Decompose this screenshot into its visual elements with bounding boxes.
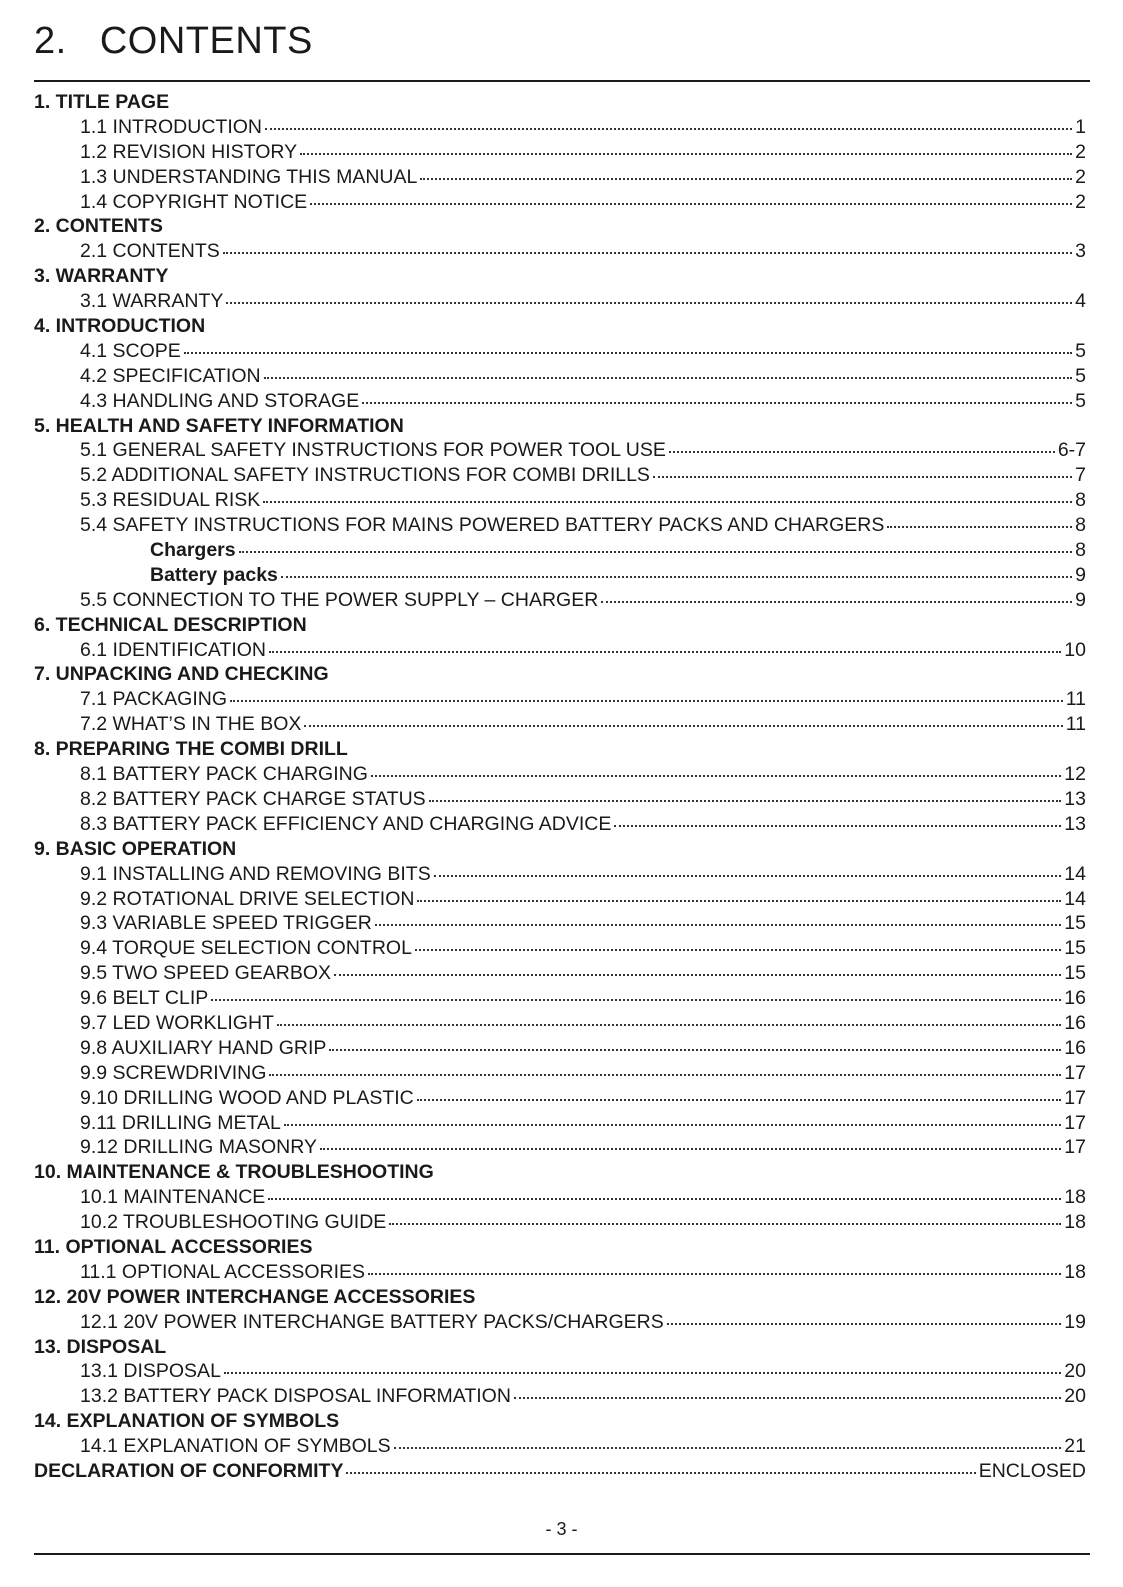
dot-leader bbox=[375, 923, 1061, 926]
dot-leader bbox=[667, 1322, 1062, 1325]
toc-entry-title: 8.2 BATTERY PACK CHARGE STATUS bbox=[80, 787, 426, 810]
dot-leader bbox=[304, 724, 1062, 727]
dot-leader bbox=[226, 301, 1072, 304]
toc-section-heading[interactable] bbox=[34, 1160, 1086, 1185]
toc-section-heading[interactable] bbox=[34, 1459, 1086, 1484]
toc-entry-title: 9.1 INSTALLING AND REMOVING BITS bbox=[80, 862, 431, 885]
toc-entry[interactable] bbox=[34, 339, 1086, 364]
toc-entry[interactable] bbox=[34, 538, 1086, 563]
toc-entry[interactable] bbox=[34, 1086, 1086, 1111]
dot-leader bbox=[269, 650, 1061, 653]
toc-page-number: ENCLOSED bbox=[978, 1459, 1086, 1482]
dot-leader bbox=[334, 973, 1061, 976]
toc-entry[interactable] bbox=[34, 1036, 1086, 1061]
toc-entry-title: 9.9 SCREWDRIVING bbox=[80, 1061, 267, 1084]
toc-entry[interactable] bbox=[34, 1210, 1086, 1235]
toc-entry-title: 4.3 HANDLING AND STORAGE bbox=[80, 389, 360, 412]
dot-leader bbox=[239, 550, 1073, 553]
toc-page-number: 5 bbox=[1075, 389, 1086, 412]
dot-leader bbox=[514, 1396, 1061, 1399]
toc-page-number: 2 bbox=[1075, 190, 1086, 213]
toc-page-number: 12 bbox=[1064, 763, 1086, 786]
dot-leader bbox=[281, 575, 1072, 578]
toc-entry-title: 12.1 20V POWER INTERCHANGE BATTERY PACKS/CHARGERS bbox=[80, 1310, 664, 1333]
toc-page-number: 8 bbox=[1075, 489, 1086, 512]
toc-page-number: 18 bbox=[1064, 1260, 1086, 1283]
dot-leader bbox=[601, 600, 1072, 603]
dot-leader bbox=[268, 1197, 1061, 1200]
dot-leader bbox=[389, 1222, 1061, 1225]
toc-page-number: 15 bbox=[1064, 962, 1086, 985]
toc-entry[interactable] bbox=[34, 911, 1086, 936]
toc-entry-title: 1. TITLE PAGE bbox=[34, 91, 170, 113]
dot-leader bbox=[265, 127, 1072, 130]
toc-entry[interactable] bbox=[34, 687, 1086, 712]
dot-leader bbox=[887, 525, 1072, 528]
toc-entry[interactable] bbox=[34, 961, 1086, 986]
dot-leader bbox=[394, 1446, 1062, 1449]
toc-section-heading[interactable] bbox=[34, 737, 1086, 762]
toc-page-number: 21 bbox=[1064, 1435, 1086, 1458]
toc-entry[interactable] bbox=[34, 239, 1086, 264]
toc-page-number: 20 bbox=[1064, 1360, 1086, 1383]
toc-entry[interactable] bbox=[34, 1185, 1086, 1210]
toc-entry-title: 8.1 BATTERY PACK CHARGING bbox=[80, 763, 368, 786]
dot-leader bbox=[320, 1147, 1061, 1150]
toc-entry[interactable] bbox=[34, 438, 1086, 463]
toc-entry[interactable] bbox=[34, 787, 1086, 812]
dot-leader bbox=[269, 1073, 1061, 1076]
dot-leader bbox=[211, 998, 1061, 1001]
toc-page-number: 13 bbox=[1064, 787, 1086, 810]
toc-section-heading[interactable] bbox=[34, 1285, 1086, 1310]
toc-entry-title: 5. HEALTH AND SAFETY INFORMATION bbox=[34, 414, 404, 437]
dot-leader bbox=[329, 1048, 1061, 1051]
toc-entry-title: 8.3 BATTERY PACK EFFICIENCY AND CHARGING ADVICE bbox=[80, 812, 612, 835]
toc-entry-title: 11.1 OPTIONAL ACCESSORIES bbox=[80, 1260, 366, 1283]
toc-entry-title: 10. MAINTENANCE & TROUBLESHOOTING bbox=[34, 1161, 434, 1184]
toc-entry-title: 7.1 PACKAGING bbox=[80, 688, 228, 711]
page-number: - 3 - bbox=[545, 1519, 578, 1539]
toc-entry[interactable] bbox=[34, 1434, 1086, 1459]
toc-page-number: 2 bbox=[1075, 140, 1086, 163]
toc-page-number: 13 bbox=[1064, 812, 1086, 835]
toc-section-heading[interactable] bbox=[34, 1335, 1086, 1360]
dot-leader bbox=[434, 874, 1062, 877]
toc-entry[interactable] bbox=[34, 165, 1086, 190]
toc-page-number: 9 bbox=[1075, 588, 1086, 611]
toc-section-heading[interactable] bbox=[34, 837, 1086, 862]
toc-page-number: 11 bbox=[1065, 713, 1086, 736]
toc-entry-title: 1.3 UNDERSTANDING THIS MANUAL bbox=[80, 165, 418, 188]
toc-page-number: 14 bbox=[1064, 862, 1086, 885]
toc-entry[interactable] bbox=[34, 588, 1086, 613]
toc-entry[interactable] bbox=[34, 389, 1086, 414]
dot-leader bbox=[415, 948, 1061, 951]
toc-entry-title: 13.1 DISPOSAL bbox=[80, 1360, 221, 1383]
toc-entry-title: 3. WARRANTY bbox=[34, 265, 169, 288]
toc-entry-title: 6. TECHNICAL DESCRIPTION bbox=[34, 613, 307, 636]
top-rule bbox=[34, 80, 1090, 82]
toc-entry[interactable] bbox=[34, 1310, 1086, 1335]
toc-entry-title: 9.8 AUXILIARY HAND GRIP bbox=[80, 1036, 327, 1059]
dot-leader bbox=[277, 1023, 1061, 1026]
toc-entry[interactable] bbox=[34, 638, 1086, 663]
toc-page-number: 5 bbox=[1075, 339, 1086, 362]
toc-entry[interactable] bbox=[34, 115, 1086, 140]
toc-entry[interactable] bbox=[34, 190, 1086, 215]
toc-page-number: 17 bbox=[1064, 1111, 1086, 1134]
dot-leader bbox=[223, 251, 1072, 254]
toc-page-number: 8 bbox=[1075, 539, 1086, 562]
toc-entry-title: 3.1 WARRANTY bbox=[80, 290, 224, 313]
toc-entry-title: 1.2 REVISION HISTORY bbox=[80, 140, 298, 163]
dot-leader bbox=[420, 177, 1072, 180]
toc-section-heading[interactable] bbox=[34, 414, 1086, 439]
toc-entry-title: 7.2 WHAT’S IN THE BOX bbox=[80, 713, 302, 736]
dot-leader bbox=[371, 774, 1061, 777]
toc-section-heading[interactable] bbox=[34, 662, 1086, 687]
toc-entry-title: 10.2 TROUBLESHOOTING GUIDE bbox=[80, 1211, 387, 1234]
toc-entry[interactable] bbox=[34, 862, 1086, 887]
toc-page-number: 17 bbox=[1064, 1086, 1086, 1109]
toc-entry[interactable] bbox=[34, 488, 1086, 513]
toc-entry-title: Chargers bbox=[150, 539, 236, 562]
toc-page-number: 15 bbox=[1064, 937, 1086, 960]
toc-entry[interactable] bbox=[34, 1111, 1086, 1136]
toc-entry-title: 9.6 BELT CLIP bbox=[80, 987, 209, 1010]
dot-leader bbox=[184, 351, 1072, 354]
toc-entry[interactable] bbox=[34, 563, 1086, 588]
toc-entry[interactable] bbox=[34, 812, 1086, 837]
toc-entry[interactable] bbox=[34, 1135, 1086, 1160]
toc-section-heading[interactable] bbox=[34, 1409, 1086, 1434]
toc-page-number: 8 bbox=[1075, 514, 1086, 537]
toc-entry[interactable] bbox=[34, 513, 1086, 538]
toc-section-heading[interactable] bbox=[34, 90, 1086, 115]
table-of-contents bbox=[34, 90, 1086, 1484]
toc-section-heading[interactable] bbox=[34, 314, 1086, 339]
dot-leader bbox=[362, 401, 1072, 404]
toc-entry-title: 4.2 SPECIFICATION bbox=[80, 364, 261, 387]
toc-entry-title: 9.11 DRILLING METAL bbox=[80, 1111, 281, 1134]
toc-entry[interactable] bbox=[34, 936, 1086, 961]
toc-entry-title: 9.3 VARIABLE SPEED TRIGGER bbox=[80, 912, 372, 935]
dot-leader bbox=[368, 1272, 1061, 1275]
toc-entry[interactable] bbox=[34, 1359, 1086, 1384]
toc-entry-title: 9.10 DRILLING WOOD AND PLASTIC bbox=[80, 1086, 414, 1109]
toc-entry[interactable] bbox=[34, 762, 1086, 787]
toc-entry-title: 12. 20V POWER INTERCHANGE ACCESSORIES bbox=[34, 1285, 476, 1308]
toc-entry[interactable] bbox=[34, 887, 1086, 912]
toc-entry-title: 5.1 GENERAL SAFETY INSTRUCTIONS FOR POWER TOOL USE bbox=[80, 439, 666, 462]
dot-leader bbox=[346, 1471, 975, 1474]
toc-page-number: 9 bbox=[1075, 563, 1086, 586]
toc-entry-title: 5.5 CONNECTION TO THE POWER SUPPLY – CHARGER bbox=[80, 588, 599, 611]
toc-page-number: 1 bbox=[1075, 115, 1086, 138]
toc-page-number: 3 bbox=[1075, 240, 1086, 263]
toc-page-number: 11 bbox=[1065, 688, 1086, 711]
toc-entry-title: 10.1 MAINTENANCE bbox=[80, 1186, 266, 1209]
toc-entry-title: 9.7 LED WORKLIGHT bbox=[80, 1011, 274, 1034]
toc-entry[interactable] bbox=[34, 986, 1086, 1011]
dot-leader bbox=[263, 500, 1072, 503]
dot-leader bbox=[264, 376, 1073, 379]
toc-entry[interactable] bbox=[34, 140, 1086, 165]
dot-leader bbox=[417, 1098, 1062, 1101]
dot-leader bbox=[284, 1123, 1061, 1126]
toc-entry[interactable] bbox=[34, 712, 1086, 737]
toc-page-number: 14 bbox=[1064, 887, 1086, 910]
toc-page-number: 2 bbox=[1075, 165, 1086, 188]
toc-page-number: 7 bbox=[1075, 464, 1086, 487]
dot-leader bbox=[230, 699, 1063, 702]
toc-section-heading[interactable] bbox=[34, 613, 1086, 638]
toc-entry[interactable] bbox=[34, 289, 1086, 314]
toc-entry-title: 2. CONTENTS bbox=[34, 215, 163, 238]
toc-page-number: 18 bbox=[1064, 1186, 1086, 1209]
toc-entry-title: 5.3 RESIDUAL RISK bbox=[80, 489, 261, 512]
toc-entry-title: 14. EXPLANATION OF SYMBOLS bbox=[34, 1410, 340, 1433]
toc-entry-title: 9.2 ROTATIONAL DRIVE SELECTION bbox=[80, 887, 415, 910]
toc-page-number: 20 bbox=[1064, 1385, 1086, 1408]
toc-entry-title: 1.1 INTRODUCTION bbox=[80, 115, 263, 138]
toc-page-number: 17 bbox=[1064, 1061, 1086, 1084]
toc-entry-title: 4.1 SCOPE bbox=[80, 339, 181, 362]
toc-page-number: 18 bbox=[1064, 1211, 1086, 1234]
dot-leader bbox=[310, 202, 1072, 205]
toc-entry-title: 9.12 DRILLING MASONRY bbox=[80, 1136, 317, 1159]
toc-entry-title: 5.2 ADDITIONAL SAFETY INSTRUCTIONS FOR COMBI DRILLS bbox=[80, 464, 650, 487]
toc-entry-title: 9. BASIC OPERATION bbox=[34, 837, 237, 860]
dot-leader bbox=[669, 450, 1055, 453]
toc-entry-title: Battery packs bbox=[150, 563, 278, 586]
toc-entry-title: 6.1 IDENTIFICATION bbox=[80, 638, 266, 661]
dot-leader bbox=[224, 1371, 1061, 1374]
toc-entry-title: 8. PREPARING THE COMBI DRILL bbox=[34, 738, 348, 761]
dot-leader bbox=[417, 899, 1061, 902]
toc-page-number: 10 bbox=[1064, 638, 1086, 661]
toc-section-heading[interactable] bbox=[34, 264, 1086, 289]
dot-leader bbox=[429, 799, 1062, 802]
toc-entry-title: 13. DISPOSAL bbox=[34, 1335, 167, 1358]
toc-page-number: 6-7 bbox=[1057, 439, 1086, 462]
toc-entry[interactable] bbox=[34, 1260, 1086, 1285]
toc-page-number: 19 bbox=[1064, 1310, 1086, 1333]
toc-page-number: 4 bbox=[1075, 290, 1086, 313]
toc-page-number: 16 bbox=[1064, 987, 1086, 1010]
toc-entry-title: 9.5 TWO SPEED GEARBOX bbox=[80, 962, 332, 985]
page-title: 2. CONTENTS bbox=[34, 20, 313, 62]
toc-entry-title: 5.4 SAFETY INSTRUCTIONS FOR MAINS POWERED BATTERY PACKS AND CHARGERS bbox=[80, 514, 885, 537]
toc-section-heading[interactable] bbox=[34, 1235, 1086, 1260]
toc-section-heading[interactable] bbox=[34, 214, 1086, 239]
toc-page-number: 16 bbox=[1064, 1036, 1086, 1059]
toc-entry-title: 7. UNPACKING AND CHECKING bbox=[34, 663, 329, 686]
toc-entry[interactable] bbox=[34, 1011, 1086, 1036]
toc-page-number: 17 bbox=[1064, 1136, 1086, 1159]
dot-leader bbox=[653, 475, 1072, 478]
toc-page-number: 15 bbox=[1064, 912, 1086, 935]
toc-entry-title: 2.1 CONTENTS bbox=[80, 240, 220, 263]
toc-entry[interactable] bbox=[34, 1061, 1086, 1086]
toc-entry-title: 4. INTRODUCTION bbox=[34, 315, 206, 338]
toc-entry-title: 11. OPTIONAL ACCESSORIES bbox=[34, 1235, 313, 1258]
toc-entry[interactable] bbox=[34, 1384, 1086, 1409]
toc-entry[interactable] bbox=[34, 364, 1086, 389]
toc-entry-title: 14.1 EXPLANATION OF SYMBOLS bbox=[80, 1435, 391, 1458]
toc-entry-title: 9.4 TORQUE SELECTION CONTROL bbox=[80, 937, 412, 960]
toc-page-number: 16 bbox=[1064, 1011, 1086, 1034]
toc-entry-title: 13.2 BATTERY PACK DISPOSAL INFORMATION bbox=[80, 1385, 511, 1408]
toc-entry-title: 1.4 COPYRIGHT NOTICE bbox=[80, 190, 308, 213]
bottom-rule bbox=[34, 1553, 1090, 1555]
dot-leader bbox=[300, 152, 1072, 155]
dot-leader bbox=[614, 824, 1061, 827]
toc-entry-title: DECLARATION OF CONFORMITY bbox=[34, 1459, 344, 1482]
toc-page-number: 5 bbox=[1075, 364, 1086, 387]
toc-entry[interactable] bbox=[34, 463, 1086, 488]
